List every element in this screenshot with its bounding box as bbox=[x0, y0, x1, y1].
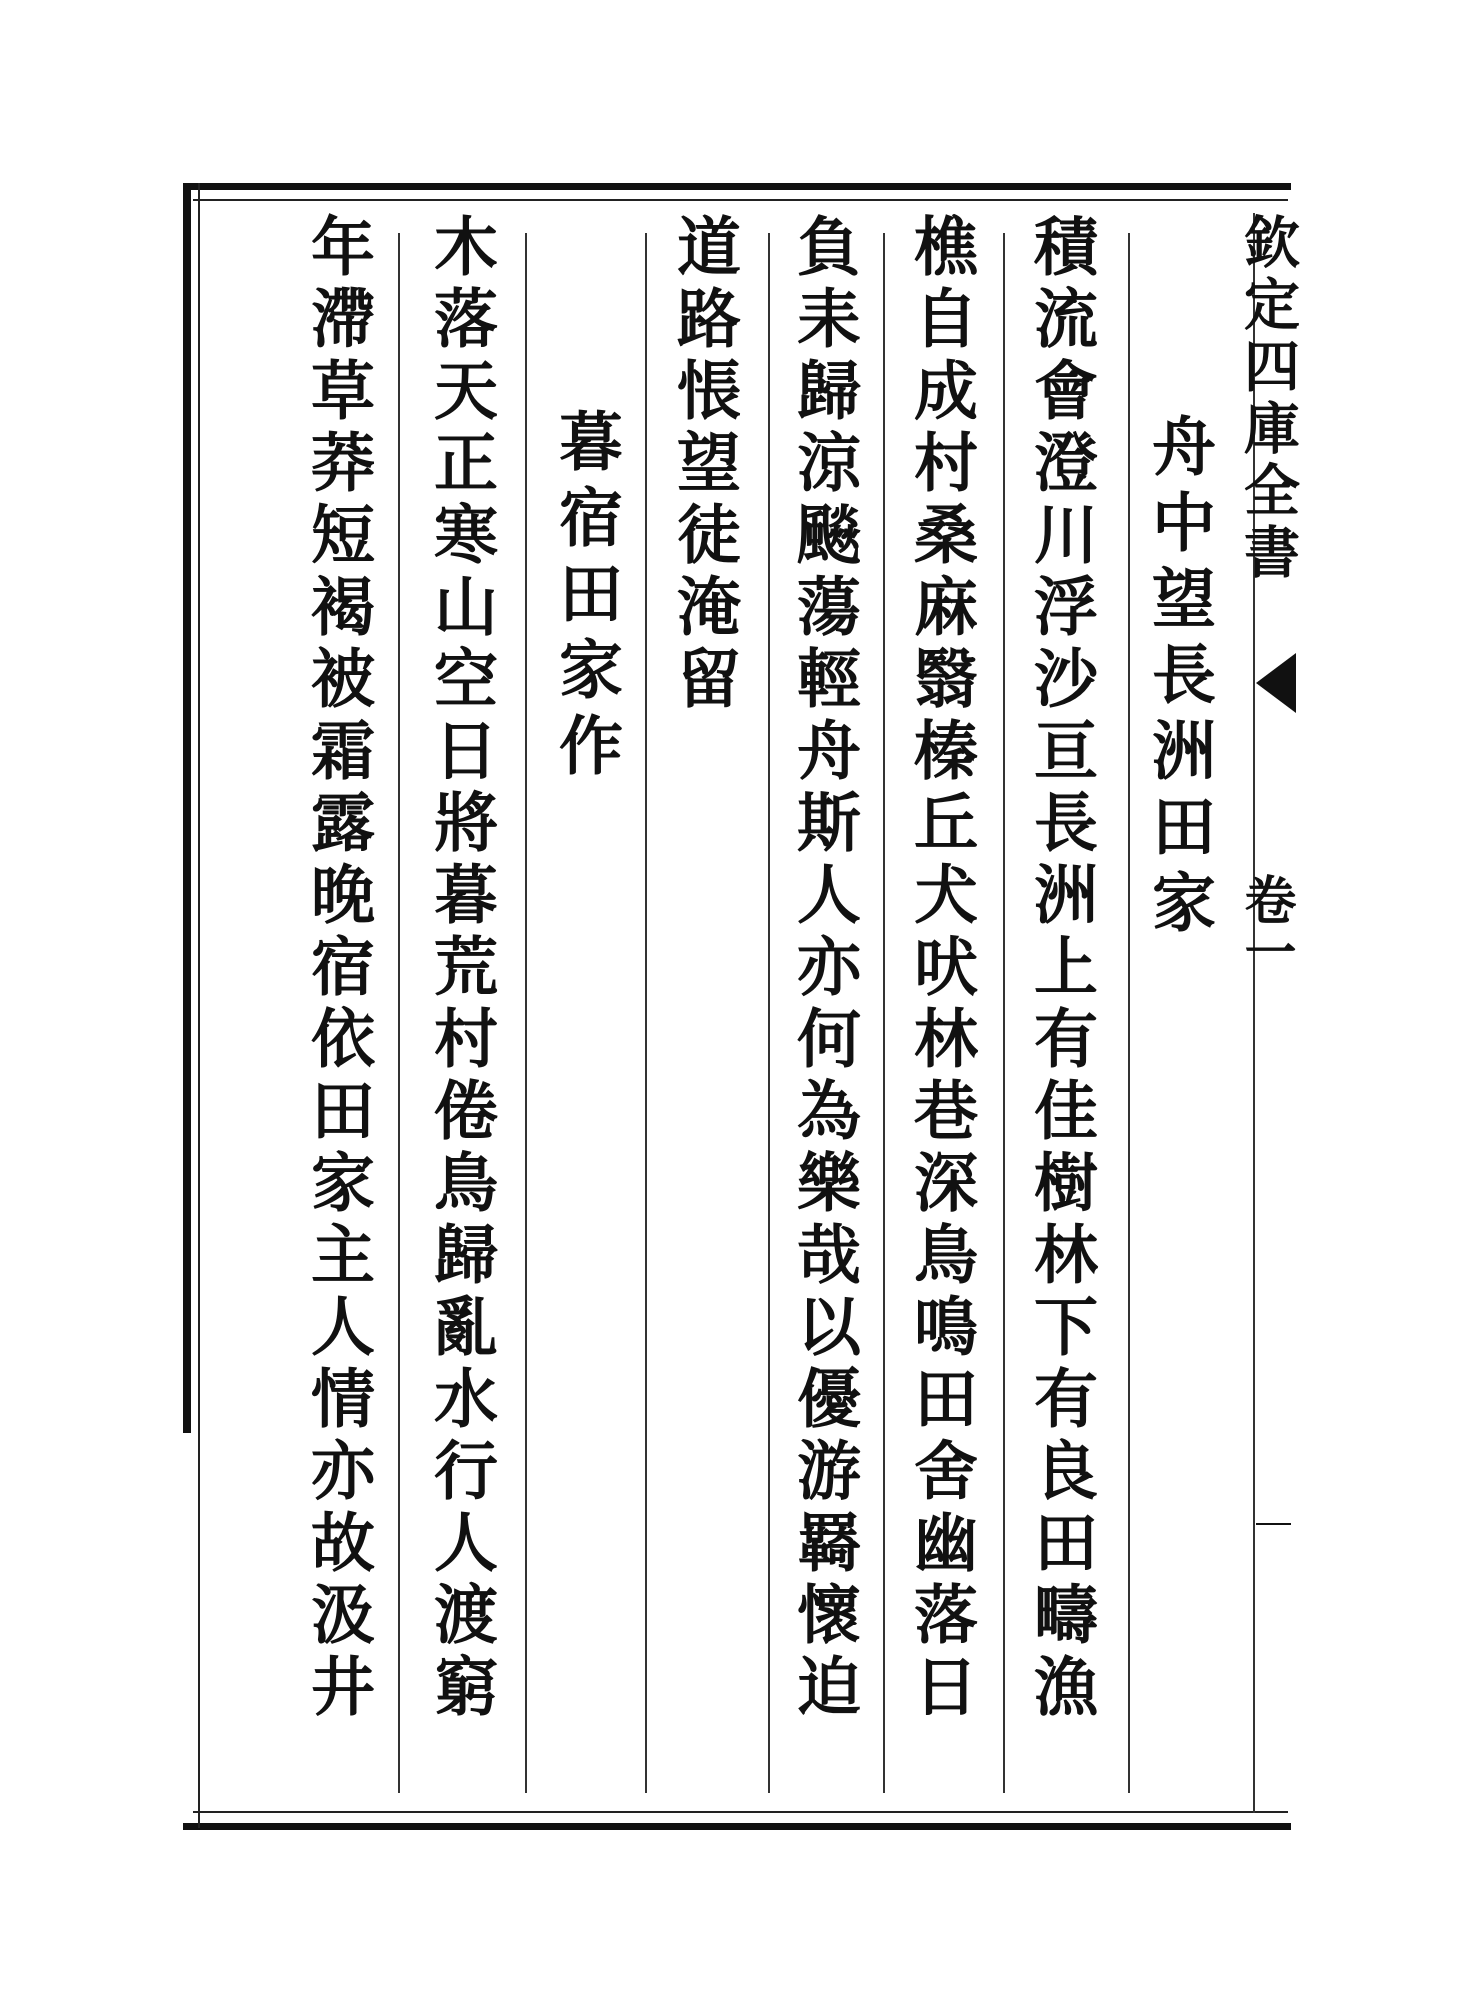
border-bottom bbox=[183, 1823, 1291, 1830]
text-column: 年滯草莽短褐被霜露晚宿依田家主人情亦故汲井 bbox=[300, 213, 375, 1725]
text-column: 負耒歸涼飈蕩輕舟斯人亦何為樂哉以優游羇懷迫 bbox=[786, 213, 861, 1725]
border-bottom-inner bbox=[193, 1811, 1288, 1813]
text-column: 樵自成村桑麻翳榛丘犬吠林巷深鳥鳴田舍幽落日 bbox=[903, 213, 978, 1725]
page-frame bbox=[183, 183, 1301, 1833]
collection-title: 欽定四庫全書 bbox=[1235, 213, 1301, 585]
column-rule bbox=[645, 233, 647, 1793]
poem-title: 暮宿田家作 bbox=[548, 408, 623, 788]
volume-label: 卷一 bbox=[1235, 873, 1296, 977]
border-top bbox=[183, 183, 1291, 190]
column-rule bbox=[883, 233, 885, 1793]
border-left-inner bbox=[198, 183, 200, 1828]
text-column: 積流會澄川浮沙亘長洲上有佳樹林下有良田疇漁 bbox=[1023, 213, 1098, 1725]
text-column: 道路悵望徒淹留 bbox=[666, 213, 741, 717]
column-rule bbox=[1003, 233, 1005, 1793]
fish-tail-mark bbox=[1256, 653, 1296, 713]
poem-title: 舟中望長洲田家 bbox=[1141, 413, 1216, 945]
column-rule bbox=[768, 233, 770, 1793]
column-rule bbox=[1128, 233, 1130, 1793]
border-left bbox=[183, 183, 191, 1433]
border-top-inner bbox=[193, 199, 1288, 201]
column-rule bbox=[398, 233, 400, 1793]
column-rule bbox=[525, 233, 527, 1793]
text-column: 木落天正寒山空日將暮荒村倦鳥歸亂水行人渡窮 bbox=[423, 213, 498, 1725]
margin-mark bbox=[1256, 1523, 1291, 1525]
